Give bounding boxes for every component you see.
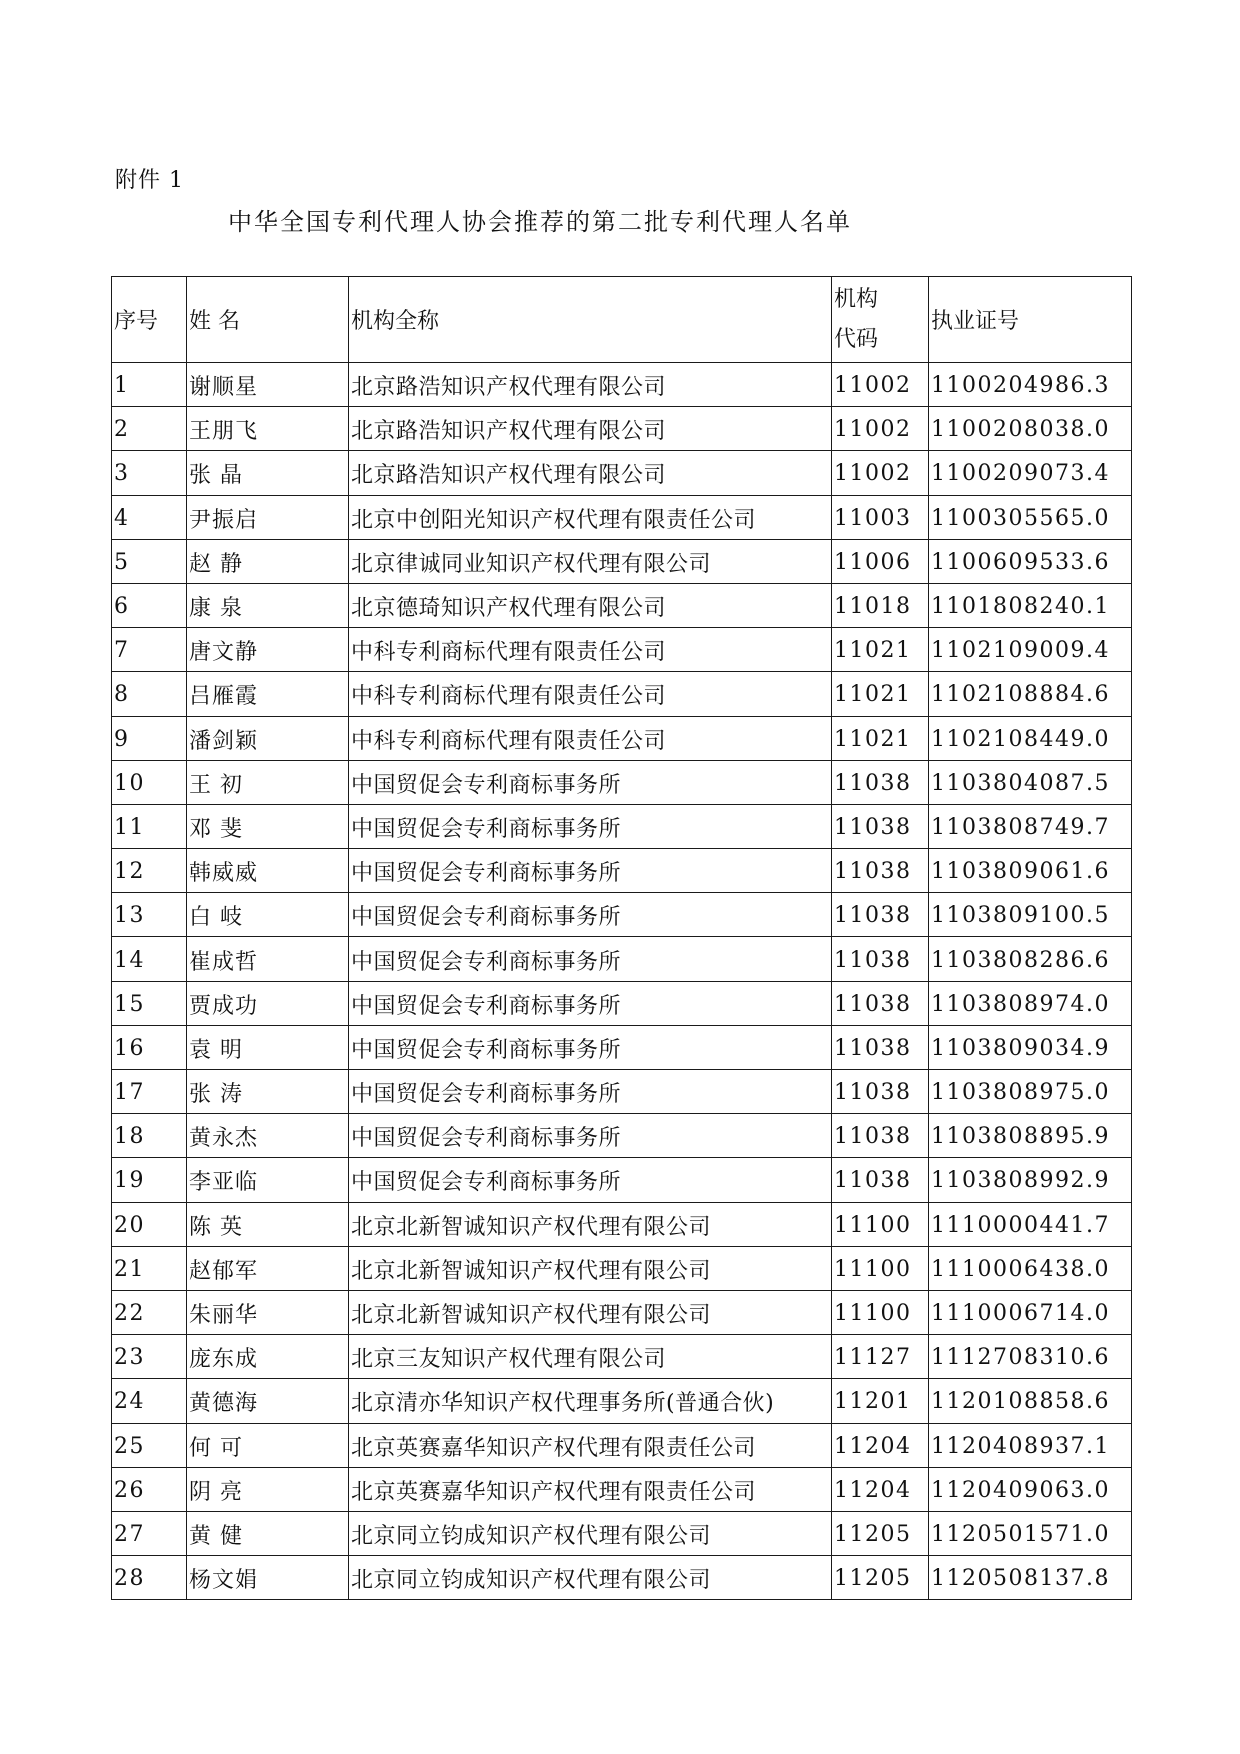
table-row xyxy=(112,1423,1132,1467)
cell-index: 23 xyxy=(112,1335,187,1379)
cell-code: 11038 xyxy=(832,804,929,848)
cell-cert: 1120408937.1 xyxy=(929,1423,1132,1467)
table-row xyxy=(112,583,1132,627)
cell-code: 11021 xyxy=(832,672,929,716)
cell-index: 20 xyxy=(112,1202,187,1246)
cell-name: 崔成哲 xyxy=(187,937,349,981)
cell-name: 庞东成 xyxy=(187,1335,349,1379)
cell-index: 4 xyxy=(112,495,187,539)
cell-org: 北京德琦知识产权代理有限公司 xyxy=(349,583,832,627)
cell-index: 8 xyxy=(112,672,187,716)
agent-roster-table xyxy=(111,276,1132,1600)
header-code-line1: 机构 xyxy=(834,286,879,312)
table-row xyxy=(112,1070,1132,1114)
cell-index: 17 xyxy=(112,1070,187,1114)
cell-org: 北京中创阳光知识产权代理有限责任公司 xyxy=(349,495,832,539)
cell-name: 赵郁军 xyxy=(187,1246,349,1290)
cell-cert: 1103808286.6 xyxy=(929,937,1132,981)
cell-code: 11205 xyxy=(832,1511,929,1555)
cell-cert: 1103808749.7 xyxy=(929,804,1132,848)
cell-name: 尹振启 xyxy=(187,495,349,539)
cell-org: 北京路浩知识产权代理有限公司 xyxy=(349,407,832,451)
cell-index: 22 xyxy=(112,1290,187,1334)
cell-index: 19 xyxy=(112,1158,187,1202)
cell-org: 北京北新智诚知识产权代理有限公司 xyxy=(349,1202,832,1246)
cell-name: 何 可 xyxy=(187,1423,349,1467)
cell-name: 邓 斐 xyxy=(187,804,349,848)
cell-org: 中国贸促会专利商标事务所 xyxy=(349,1025,832,1069)
cell-org: 中科专利商标代理有限责任公司 xyxy=(349,672,832,716)
table-row xyxy=(112,1379,1132,1423)
cell-index: 1 xyxy=(112,363,187,407)
cell-index: 9 xyxy=(112,716,187,760)
cell-name: 吕雁霞 xyxy=(187,672,349,716)
cell-name: 韩威威 xyxy=(187,849,349,893)
cell-org: 中国贸促会专利商标事务所 xyxy=(349,893,832,937)
cell-org: 中科专利商标代理有限责任公司 xyxy=(349,716,832,760)
cell-cert: 1120409063.0 xyxy=(929,1467,1132,1511)
table-row xyxy=(112,1556,1132,1600)
cell-index: 3 xyxy=(112,451,187,495)
cell-code: 11003 xyxy=(832,495,929,539)
cell-cert: 1102108449.0 xyxy=(929,716,1132,760)
cell-name: 王 初 xyxy=(187,760,349,804)
header-code-line2: 代码 xyxy=(834,326,879,352)
cell-code: 11018 xyxy=(832,583,929,627)
table-row xyxy=(112,716,1132,760)
cell-cert: 1102109009.4 xyxy=(929,628,1132,672)
cell-name: 白 岐 xyxy=(187,893,349,937)
cell-cert: 1103809100.5 xyxy=(929,893,1132,937)
cell-code: 11100 xyxy=(832,1290,929,1334)
cell-name: 黄德海 xyxy=(187,1379,349,1423)
cell-name: 康 泉 xyxy=(187,583,349,627)
cell-index: 18 xyxy=(112,1114,187,1158)
cell-org: 北京三友知识产权代理有限公司 xyxy=(349,1335,832,1379)
cell-code: 11204 xyxy=(832,1423,929,1467)
table-row xyxy=(112,1025,1132,1069)
cell-index: 14 xyxy=(112,937,187,981)
cell-index: 21 xyxy=(112,1246,187,1290)
cell-org: 中国贸促会专利商标事务所 xyxy=(349,760,832,804)
cell-index: 27 xyxy=(112,1511,187,1555)
table-row xyxy=(112,672,1132,716)
cell-index: 28 xyxy=(112,1556,187,1600)
cell-cert: 1100209073.4 xyxy=(929,451,1132,495)
header-row xyxy=(112,277,1132,363)
cell-cert: 1102108884.6 xyxy=(929,672,1132,716)
cell-cert: 1103808895.9 xyxy=(929,1114,1132,1158)
table-row xyxy=(112,1335,1132,1379)
cell-code: 11006 xyxy=(832,539,929,583)
table-row xyxy=(112,539,1132,583)
cell-code: 11021 xyxy=(832,628,929,672)
cell-org: 北京同立钧成知识产权代理有限公司 xyxy=(349,1511,832,1555)
cell-cert: 1103808975.0 xyxy=(929,1070,1132,1114)
cell-code: 11201 xyxy=(832,1379,929,1423)
cell-code: 11038 xyxy=(832,981,929,1025)
cell-name: 阴 亮 xyxy=(187,1467,349,1511)
table-row xyxy=(112,363,1132,407)
cell-name: 黄 健 xyxy=(187,1511,349,1555)
cell-cert: 1100204986.3 xyxy=(929,363,1132,407)
cell-index: 15 xyxy=(112,981,187,1025)
cell-cert: 1120501571.0 xyxy=(929,1511,1132,1555)
cell-org: 北京路浩知识产权代理有限公司 xyxy=(349,451,832,495)
cell-code: 11127 xyxy=(832,1335,929,1379)
cell-code: 11002 xyxy=(832,363,929,407)
header-code xyxy=(832,277,929,363)
cell-index: 16 xyxy=(112,1025,187,1069)
cell-code: 11038 xyxy=(832,1158,929,1202)
cell-name: 朱丽华 xyxy=(187,1290,349,1334)
cell-cert: 1100305565.0 xyxy=(929,495,1132,539)
cell-cert: 1103808992.9 xyxy=(929,1158,1132,1202)
cell-cert: 1103809061.6 xyxy=(929,849,1132,893)
cell-name: 张 晶 xyxy=(187,451,349,495)
cell-name: 贾成功 xyxy=(187,981,349,1025)
table-row xyxy=(112,1246,1132,1290)
header-name: 姓 名 xyxy=(187,277,349,363)
cell-name: 袁 明 xyxy=(187,1025,349,1069)
cell-name: 谢顺星 xyxy=(187,363,349,407)
cell-code: 11038 xyxy=(832,849,929,893)
header-org: 机构全称 xyxy=(349,277,832,363)
table-row xyxy=(112,1467,1132,1511)
cell-org: 北京北新智诚知识产权代理有限公司 xyxy=(349,1290,832,1334)
table-row xyxy=(112,1290,1132,1334)
cell-index: 7 xyxy=(112,628,187,672)
cell-index: 5 xyxy=(112,539,187,583)
cell-cert: 1103804087.5 xyxy=(929,760,1132,804)
cell-name: 赵 静 xyxy=(187,539,349,583)
cell-cert: 1100609533.6 xyxy=(929,539,1132,583)
table-body xyxy=(112,363,1132,1600)
header-cert: 执业证号 xyxy=(929,277,1132,363)
cell-org: 北京北新智诚知识产权代理有限公司 xyxy=(349,1246,832,1290)
table-row xyxy=(112,760,1132,804)
cell-index: 13 xyxy=(112,893,187,937)
table-row xyxy=(112,893,1132,937)
cell-code: 11038 xyxy=(832,893,929,937)
cell-name: 王朋飞 xyxy=(187,407,349,451)
table-row xyxy=(112,937,1132,981)
cell-code: 11021 xyxy=(832,716,929,760)
cell-code: 11204 xyxy=(832,1467,929,1511)
cell-name: 黄永杰 xyxy=(187,1114,349,1158)
cell-code: 11038 xyxy=(832,760,929,804)
cell-org: 中国贸促会专利商标事务所 xyxy=(349,1070,832,1114)
table-row xyxy=(112,981,1132,1025)
cell-name: 张 涛 xyxy=(187,1070,349,1114)
cell-index: 2 xyxy=(112,407,187,451)
cell-org: 北京同立钧成知识产权代理有限公司 xyxy=(349,1556,832,1600)
table-row xyxy=(112,804,1132,848)
cell-org: 北京清亦华知识产权代理事务所(普通合伙) xyxy=(349,1379,832,1423)
cell-cert: 1110000441.7 xyxy=(929,1202,1132,1246)
cell-code: 11205 xyxy=(832,1556,929,1600)
cell-code: 11038 xyxy=(832,1114,929,1158)
cell-cert: 1103808974.0 xyxy=(929,981,1132,1025)
table-row xyxy=(112,451,1132,495)
cell-code: 11100 xyxy=(832,1202,929,1246)
document-title: 中华全国专利代理人协会推荐的第二批专利代理人名单 xyxy=(228,208,852,236)
cell-cert: 1120508137.8 xyxy=(929,1556,1132,1600)
cell-org: 中国贸促会专利商标事务所 xyxy=(349,1114,832,1158)
cell-name: 李亚临 xyxy=(187,1158,349,1202)
cell-name: 杨文娟 xyxy=(187,1556,349,1600)
cell-org: 北京英赛嘉华知识产权代理有限责任公司 xyxy=(349,1467,832,1511)
cell-index: 24 xyxy=(112,1379,187,1423)
cell-org: 北京英赛嘉华知识产权代理有限责任公司 xyxy=(349,1423,832,1467)
table-row xyxy=(112,628,1132,672)
cell-name: 陈 英 xyxy=(187,1202,349,1246)
cell-org: 中国贸促会专利商标事务所 xyxy=(349,849,832,893)
cell-cert: 1110006714.0 xyxy=(929,1290,1132,1334)
table-row xyxy=(112,849,1132,893)
cell-cert: 1112708310.6 xyxy=(929,1335,1132,1379)
cell-name: 唐文静 xyxy=(187,628,349,672)
cell-index: 11 xyxy=(112,804,187,848)
cell-cert: 1110006438.0 xyxy=(929,1246,1132,1290)
table-row xyxy=(112,495,1132,539)
cell-code: 11002 xyxy=(832,407,929,451)
cell-index: 12 xyxy=(112,849,187,893)
table-row xyxy=(112,1511,1132,1555)
table-row xyxy=(112,1158,1132,1202)
cell-code: 11100 xyxy=(832,1246,929,1290)
cell-org: 中国贸促会专利商标事务所 xyxy=(349,1158,832,1202)
cell-org: 北京路浩知识产权代理有限公司 xyxy=(349,363,832,407)
cell-org: 中国贸促会专利商标事务所 xyxy=(349,937,832,981)
cell-code: 11002 xyxy=(832,451,929,495)
table-row xyxy=(112,1202,1132,1246)
cell-cert: 1100208038.0 xyxy=(929,407,1132,451)
cell-index: 10 xyxy=(112,760,187,804)
cell-index: 25 xyxy=(112,1423,187,1467)
cell-org: 中国贸促会专利商标事务所 xyxy=(349,981,832,1025)
cell-code: 11038 xyxy=(832,1025,929,1069)
table-row xyxy=(112,407,1132,451)
table-row xyxy=(112,1114,1132,1158)
cell-cert: 1101808240.1 xyxy=(929,583,1132,627)
table-header xyxy=(112,277,1132,363)
attachment-label: 附件 1 xyxy=(115,168,184,193)
header-index: 序号 xyxy=(112,277,187,363)
cell-name: 潘剑颖 xyxy=(187,716,349,760)
cell-index: 6 xyxy=(112,583,187,627)
cell-cert: 1103809034.9 xyxy=(929,1025,1132,1069)
cell-cert: 1120108858.6 xyxy=(929,1379,1132,1423)
cell-org: 北京律诚同业知识产权代理有限公司 xyxy=(349,539,832,583)
cell-index: 26 xyxy=(112,1467,187,1511)
cell-code: 11038 xyxy=(832,937,929,981)
cell-org: 中国贸促会专利商标事务所 xyxy=(349,804,832,848)
cell-org: 中科专利商标代理有限责任公司 xyxy=(349,628,832,672)
cell-code: 11038 xyxy=(832,1070,929,1114)
